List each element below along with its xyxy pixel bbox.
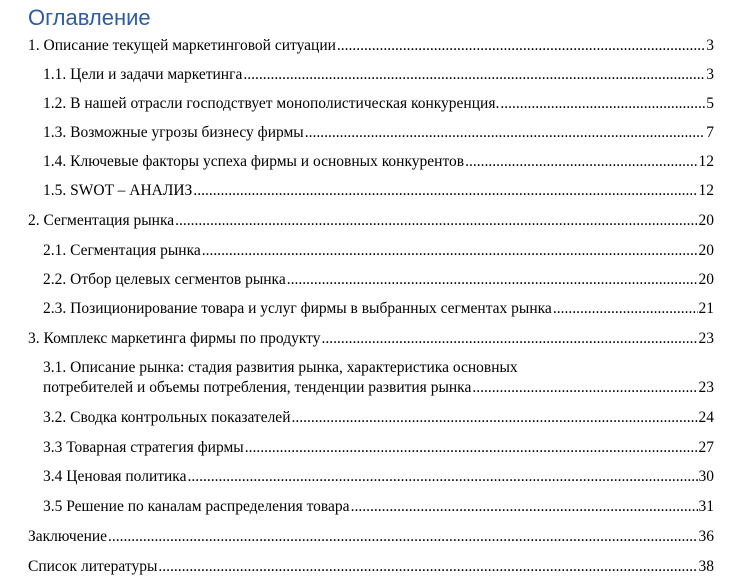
toc-entry-3[interactable]	[28, 329, 714, 349]
toc-entry-3-1[interactable]	[43, 358, 714, 398]
dot-leader	[245, 438, 698, 458]
toc-page-number: 36	[698, 528, 714, 545]
toc-entry-label: 1. Описание текущей маркетинговой ситуации	[28, 37, 336, 54]
toc-entry-conclusion[interactable]	[28, 527, 714, 547]
toc-entry-1-5[interactable]	[43, 181, 714, 201]
toc-entry-label: 1.2. В нашей отрасли господствует монополистическая конкуренция.	[43, 95, 500, 112]
dot-leader	[321, 329, 697, 349]
dot-leader	[187, 467, 697, 487]
toc-page-number: 3	[706, 66, 714, 83]
toc-entry-label: потребителей и объемы потребления, тенденции развития рынка	[43, 379, 472, 396]
toc-entry-3-5[interactable]	[43, 497, 714, 517]
toc-entry-3-3[interactable]	[43, 438, 714, 458]
toc-title: Оглавление	[28, 5, 151, 30]
toc-entry-label: 3.4 Ценовая политика	[43, 468, 187, 485]
toc-page-number: 24	[698, 409, 714, 426]
dot-leader	[193, 181, 697, 201]
toc-entry-label: 1.4. Ключевые факторы успеха фирмы и основных конкурентов	[43, 153, 465, 170]
toc-entry-1-1[interactable]	[43, 65, 714, 85]
toc-page-number: 12	[698, 182, 714, 199]
toc-page-number: 21	[698, 300, 714, 317]
toc-entry-2-3[interactable]	[43, 299, 714, 319]
toc-page-number: 31	[698, 498, 714, 515]
toc-entry-label: 2.2. Отбор целевых сегментов рынка	[43, 271, 286, 288]
toc-entry-1[interactable]	[28, 36, 714, 56]
toc-page-number: 20	[698, 212, 714, 229]
toc-entry-label: 2. Сегментация рынка	[28, 212, 175, 229]
dot-leader	[202, 241, 698, 261]
toc-entry-3-2[interactable]	[43, 408, 714, 428]
dot-leader	[553, 299, 698, 319]
toc-entry-references[interactable]	[28, 557, 714, 577]
toc-entry-label: 3. Комплекс маркетинга фирмы по продукту	[28, 330, 321, 347]
toc-page-number: 20	[698, 242, 714, 259]
toc-page-number: 7	[706, 124, 714, 141]
dot-leader	[108, 527, 697, 547]
toc-entry-label: 2.3. Позиционирование товара и услуг фирмы в выбранных сегментах рынка	[43, 300, 552, 317]
toc-page-number: 38	[698, 558, 714, 575]
toc-entry-label: 1.5. SWOT – АНАЛИЗ	[43, 182, 193, 199]
toc-entry-1-2[interactable]	[43, 94, 714, 114]
toc-page-number: 23	[698, 379, 714, 396]
toc-entry-3-4[interactable]	[43, 467, 714, 487]
toc-entry-label: Заключение	[28, 528, 108, 545]
dot-leader	[351, 497, 698, 517]
toc-page-number: 20	[698, 271, 714, 288]
toc-entry-label: 2.1. Сегментация рынка	[43, 242, 201, 259]
toc-page-number: 3	[706, 37, 714, 54]
dot-leader	[337, 36, 705, 56]
dot-leader	[243, 65, 705, 85]
dot-leader	[500, 94, 705, 114]
dot-leader	[158, 557, 697, 577]
toc-entry-2-2[interactable]	[43, 270, 714, 290]
toc-entry-1-3[interactable]	[43, 123, 714, 143]
toc-entry-2[interactable]	[28, 211, 714, 231]
toc-entry-label: Список литературы	[28, 558, 158, 575]
dot-leader	[175, 211, 697, 231]
toc-entry-label: 3.3 Товарная стратегия фирмы	[43, 439, 244, 456]
toc-entry-2-1[interactable]	[43, 241, 714, 261]
toc-page-number: 12	[698, 153, 714, 170]
dot-leader	[305, 123, 706, 143]
dot-leader	[465, 152, 697, 172]
toc-entry-label: 3.5 Решение по каналам распределения товара	[43, 498, 350, 515]
toc-entry-label: 1.1. Цели и задачи маркетинга	[43, 66, 243, 83]
toc-entry-label: 1.3. Возможные угрозы бизнесу фирмы	[43, 124, 304, 141]
dot-leader	[292, 408, 698, 428]
toc-entry-label-line1: 3.1. Описание рынка: стадия развития рынка, характеристика основных	[43, 359, 518, 376]
dot-leader	[287, 270, 698, 290]
toc-entry-label: 3.2. Сводка контрольных показателей	[43, 409, 291, 426]
toc-page-number: 5	[706, 95, 714, 112]
toc-page-number: 23	[698, 330, 714, 347]
dot-leader	[472, 378, 697, 398]
toc-entry-1-4[interactable]	[43, 152, 714, 172]
toc-page-number: 27	[698, 439, 714, 456]
toc-page-number: 30	[698, 468, 714, 485]
